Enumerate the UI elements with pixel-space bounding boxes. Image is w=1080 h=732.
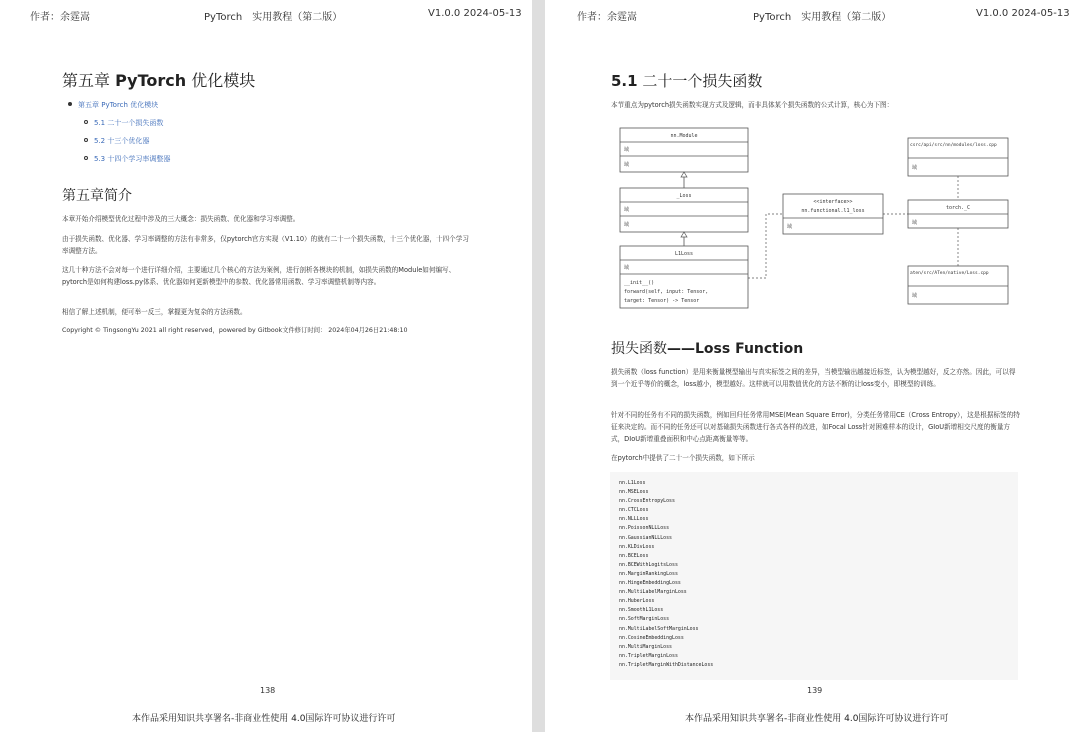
- loss-class-box: [620, 188, 748, 232]
- code-line: nn.SoftMarginLoss: [619, 616, 670, 623]
- loss-list-code-block: [610, 472, 1018, 680]
- section-number: 5.1: [611, 72, 638, 90]
- code-line: nn.BCELoss: [619, 552, 649, 559]
- code-line: nn.KLDivLoss: [619, 543, 655, 550]
- code-line: nn.GaussianNLLLoss: [619, 534, 672, 541]
- toc-item[interactable]: 5.1 二十一个损失函数: [68, 118, 170, 136]
- paragraph: 针对不同的任务有不同的损失函数，例如回归任务常用MSE(Mean Square Error)，分类任务常用CE（Cross Entropy），这是根据标签的特征来决定的。而不同的任务还可以对基础损失函数进行各式各样的改进，如Focal Loss针对困难样本的设计，GIoU新增相交尺度的衡量方式，DIoU新增重叠面积和中心点距离衡量等等。: [611, 411, 1020, 443]
- toc-item[interactable]: 5.3 十四个学习率调整器: [68, 154, 170, 172]
- code-line: nn.MultiLabelMarginLoss: [619, 589, 687, 596]
- copyright-line: Copyright © TingsongYu 2021 all right reserved，powered by Gitbook文件修订时间： 2024年04月26日21:48:10: [62, 327, 408, 334]
- code-line: nn.MSELoss: [619, 489, 649, 496]
- attr-field: 域: [624, 147, 630, 153]
- circle-bullet-icon: [84, 138, 88, 142]
- paragraph: 相信了解上述机制，便可举一反三，掌握更为复杂的方法函数。: [62, 308, 247, 316]
- code-line: nn.HuberLoss: [619, 598, 655, 605]
- header-version: V1.0.0 2024-05-13: [428, 8, 522, 19]
- torch-c-box: [908, 200, 1008, 228]
- page-number: 138: [260, 686, 276, 695]
- inherit-arrow-icon: [681, 232, 687, 237]
- code-line: nn.TripletMarginWithDistanceLoss: [619, 661, 714, 668]
- code-line: nn.CrossEntropyLoss: [619, 498, 675, 505]
- code-line: nn.PoissonNLLLoss: [619, 525, 670, 532]
- footer-license: 本作品采用知识共享署名-非商业性使用 4.0国际许可协议进行许可: [685, 714, 949, 724]
- header-author: 作者：余霆嵩: [577, 12, 637, 23]
- header-book-title: PyTorch 实用教程（第二版）: [753, 12, 892, 23]
- page-gutter: [532, 0, 545, 732]
- loss-heading-en: ——Loss Function: [667, 341, 804, 357]
- attr-field: 域: [624, 265, 630, 271]
- chapter-title: [62, 68, 255, 91]
- code-line: nn.CosineEmbeddingLoss: [619, 634, 684, 641]
- header-author: 作者：余霆嵩: [30, 12, 90, 23]
- code-line: nn.TripletMarginLoss: [619, 652, 678, 659]
- header-version: V1.0.0 2024-05-13: [976, 8, 1070, 19]
- method-forward: forward(self, input: Tensor,: [624, 289, 709, 295]
- attr-field: 域: [624, 222, 630, 228]
- interface-box: [783, 194, 883, 234]
- module-title: nn.Module: [670, 133, 698, 139]
- toc-item[interactable]: 5.2 十三个优化器: [68, 136, 170, 154]
- section-intro: 本节重点为pytorch损失函数实现方式及逻辑，而非具体某个损失函数的公式计算，核心为下图：: [611, 101, 894, 109]
- l1loss-class-box: [620, 246, 748, 308]
- dependency-line: [748, 214, 783, 278]
- attr-field: 域: [787, 224, 793, 230]
- loss-class-diagram: [606, 116, 1016, 316]
- method-init: __init__(): [624, 280, 655, 286]
- attr-field: 域: [624, 162, 630, 168]
- code-line: nn.MarginRankingLoss: [619, 570, 678, 577]
- chapter-title-bold: PyTorch: [115, 71, 187, 90]
- chapter-title-suffix: 优化模块: [191, 71, 256, 90]
- loss-heading: [611, 338, 803, 358]
- inherit-arrow-icon: [681, 172, 687, 177]
- footer-license: 本作品采用知识共享署名-非商业性使用 4.0国际许可协议进行许可: [132, 714, 396, 724]
- interface-name: nn.functional.l1_loss: [801, 208, 865, 214]
- chapter-title-prefix: 第五章: [62, 71, 111, 90]
- code-line: nn.HingeEmbeddingLoss: [619, 580, 681, 587]
- method-forward-cont: target: Tensor) -> Tensor: [624, 298, 700, 304]
- paragraph: 本章开始介绍模型优化过程中涉及的三大概念：损失函数、优化器和学习率调整。: [62, 215, 300, 223]
- toc-item[interactable]: 第五章 PyTorch 优化模块: [68, 100, 170, 118]
- bullet-icon: [68, 102, 72, 106]
- section-title-text: 二十一个损失函数: [642, 72, 763, 90]
- loss-title: _Loss: [676, 193, 692, 199]
- l1loss-title: L1Loss: [674, 251, 694, 257]
- left-page: [0, 0, 532, 732]
- section-title: [611, 70, 762, 91]
- header-book-title: PyTorch 实用教程（第二版）: [204, 12, 343, 23]
- paragraph: 在pytorch中提供了二十一个损失函数，如下所示: [611, 454, 755, 462]
- csrc-file-path: csrc/api/src/nn/modules/loss.cpp: [910, 143, 997, 148]
- aten-file-path: aten/src/ATen/native/Loss.cpp: [910, 271, 989, 276]
- module-class-box: [620, 128, 748, 172]
- page-number: 139: [807, 686, 823, 695]
- code-line: nn.BCEWithLogitsLoss: [619, 561, 678, 568]
- paragraph: 由于损失函数、优化器、学习率调整的方法有非常多，仅pytorch官方实现（V1.10）的就有二十一个损失函数，十三个优化器，十四个学习率调整方法。: [62, 235, 469, 255]
- circle-bullet-icon: [84, 120, 88, 124]
- interface-stereotype: <<interface>>: [813, 199, 853, 205]
- intro-title: 第五章简介: [62, 188, 132, 204]
- circle-bullet-icon: [84, 156, 88, 160]
- torch-c-title: torch._C: [945, 205, 971, 211]
- code-line: nn.SmoothL1Loss: [619, 607, 664, 614]
- paragraph: 这几十种方法不会对每一个进行详细介绍，主要通过几个核心的方法为案例，进行剖析各模块的机制，如损失函数的Module如何编写、pytorch是如何构建loss.py体系、优化器如何更新模型中的参数、优化器常用函数、学习率调整机制等内容。: [62, 266, 456, 286]
- paragraph: 损失函数（loss function）是用来衡量模型输出与真实标签之间的差异，当模型输出越接近标签，认为模型越好，反之亦然。因此，可以得到一个近乎等价的概念，loss越小，模型越好。这样就可以用数值优化的方法不断的让loss变小，即模型的训练。: [611, 368, 1016, 388]
- table-of-contents: [68, 100, 170, 172]
- code-line: nn.MultiLabelSoftMarginLoss: [619, 625, 699, 632]
- code-line: nn.L1Loss: [619, 480, 646, 486]
- csrc-file-box: [908, 138, 1008, 176]
- code-line: nn.CTCLoss: [619, 507, 649, 514]
- loss-heading-cn: 损失函数: [611, 341, 667, 357]
- attr-field: 域: [624, 207, 630, 213]
- code-line: nn.MultiMarginLoss: [619, 643, 672, 650]
- aten-file-box: [908, 266, 1008, 304]
- attr-field: 域: [912, 293, 918, 299]
- code-line: nn.NLLLoss: [619, 516, 649, 523]
- attr-field: 域: [912, 220, 918, 226]
- attr-field: 域: [912, 165, 918, 171]
